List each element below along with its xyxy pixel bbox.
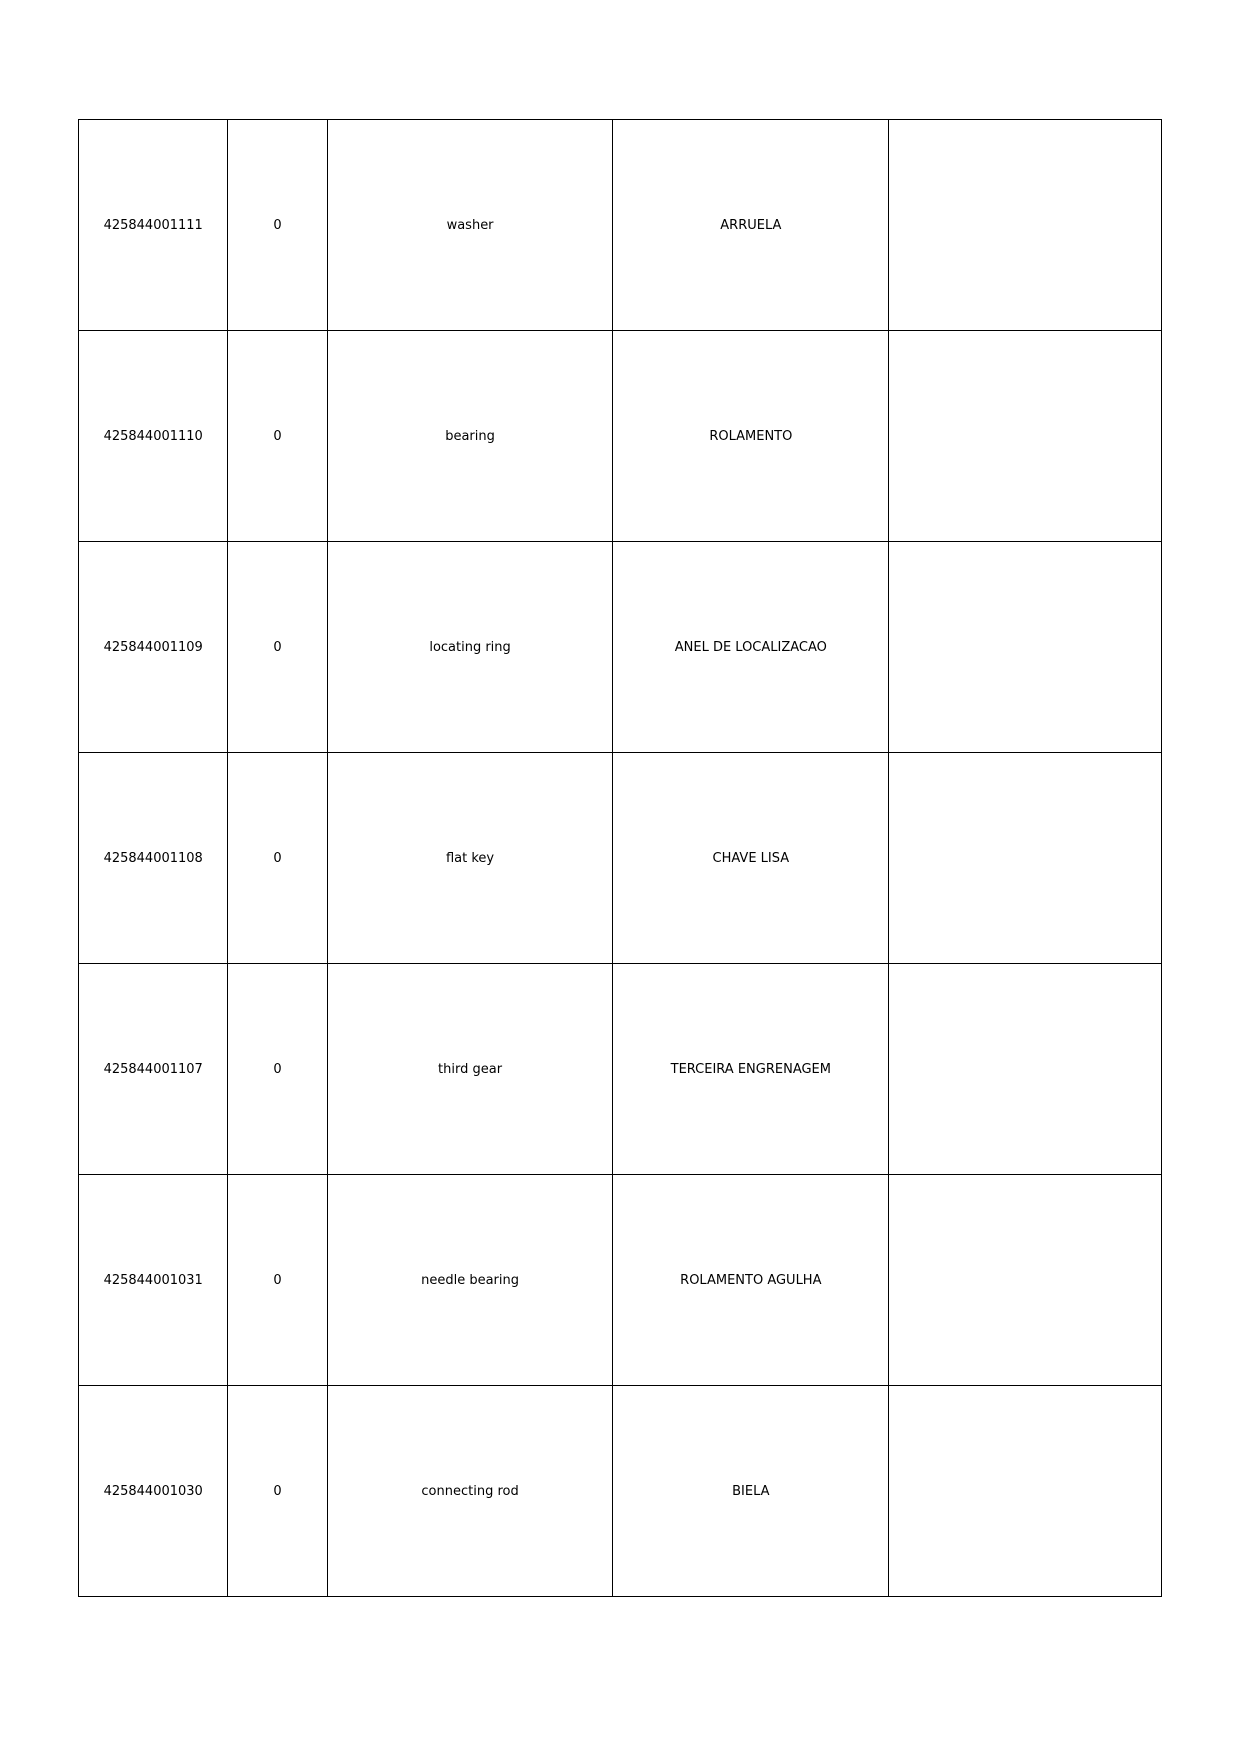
- quantity-cell: 0: [228, 753, 327, 964]
- english-description-cell: washer: [327, 120, 613, 331]
- empty-cell: [889, 331, 1162, 542]
- english-description-cell: bearing: [327, 331, 613, 542]
- part-code-cell: 425844001109: [79, 542, 228, 753]
- table-row: [79, 120, 1162, 331]
- parts-table: [78, 119, 1162, 1597]
- table-row: [79, 1386, 1162, 1597]
- table-row: [79, 542, 1162, 753]
- empty-cell: [889, 120, 1162, 331]
- empty-cell: [889, 1386, 1162, 1597]
- portuguese-description-cell: BIELA: [613, 1386, 889, 1597]
- part-code-cell: 425844001110: [79, 331, 228, 542]
- empty-cell: [889, 542, 1162, 753]
- quantity-cell: 0: [228, 331, 327, 542]
- quantity-cell: 0: [228, 1175, 327, 1386]
- quantity-cell: 0: [228, 1386, 327, 1597]
- portuguese-description-cell: TERCEIRA ENGRENAGEM: [613, 964, 889, 1175]
- english-description-cell: flat key: [327, 753, 613, 964]
- portuguese-description-cell: ROLAMENTO: [613, 331, 889, 542]
- empty-cell: [889, 964, 1162, 1175]
- table-row: [79, 1175, 1162, 1386]
- quantity-cell: 0: [228, 964, 327, 1175]
- table-row: [79, 331, 1162, 542]
- quantity-cell: 0: [228, 542, 327, 753]
- english-description-cell: locating ring: [327, 542, 613, 753]
- english-description-cell: connecting rod: [327, 1386, 613, 1597]
- english-description-cell: needle bearing: [327, 1175, 613, 1386]
- table-row: [79, 753, 1162, 964]
- portuguese-description-cell: ROLAMENTO AGULHA: [613, 1175, 889, 1386]
- english-description-cell: third gear: [327, 964, 613, 1175]
- portuguese-description-cell: CHAVE LISA: [613, 753, 889, 964]
- part-code-cell: 425844001111: [79, 120, 228, 331]
- part-code-cell: 425844001030: [79, 1386, 228, 1597]
- part-code-cell: 425844001108: [79, 753, 228, 964]
- table-row: [79, 964, 1162, 1175]
- part-code-cell: 425844001107: [79, 964, 228, 1175]
- empty-cell: [889, 753, 1162, 964]
- quantity-cell: 0: [228, 120, 327, 331]
- empty-cell: [889, 1175, 1162, 1386]
- portuguese-description-cell: ARRUELA: [613, 120, 889, 331]
- portuguese-description-cell: ANEL DE LOCALIZACAO: [613, 542, 889, 753]
- part-code-cell: 425844001031: [79, 1175, 228, 1386]
